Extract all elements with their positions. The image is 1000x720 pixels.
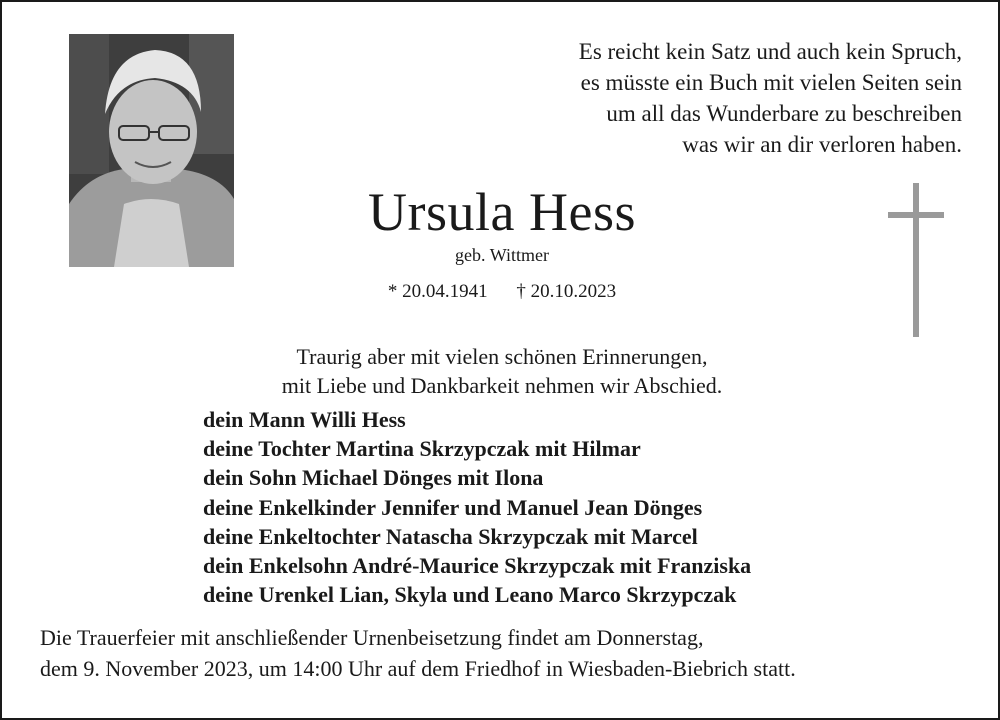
birth-date: * 20.04.1941 — [387, 281, 488, 302]
mourner-entry: deine Enkelkinder Jennifer und Manuel Jean Dönges — [203, 494, 703, 520]
mourner-entry: dein Mann Willi Hess — [203, 407, 406, 432]
mourner-entry: deine Tochter Martina Skrzypczak mit Hilmar — [203, 436, 641, 462]
service-info — [40, 622, 970, 684]
life-dates — [302, 279, 702, 305]
deceased-name: Ursula Hess — [368, 182, 636, 242]
service-line: dem 9. November 2023, um 14:00 Uhr auf dem Friedhof in Wiesbaden-Biebrich statt. — [40, 656, 796, 681]
death-date: † 20.10.2023 — [516, 281, 617, 302]
mourner-entry: deine Urenkel Lian, Skyla und Leano Marco Skrzypczak — [203, 582, 737, 608]
farewell-line: mit Liebe und Dankbarkeit nehmen wir Abschied. — [281, 373, 723, 398]
farewell-text — [222, 342, 782, 400]
maiden-name: geb. Wittmer — [455, 245, 549, 265]
poem — [502, 36, 962, 160]
mourner-entry: deine Enkeltochter Natascha Skrzypczak mit Marcel — [203, 523, 698, 549]
poem-line: was wir an dir verloren haben. — [682, 132, 962, 157]
cross-icon — [888, 183, 944, 337]
portrait-photo — [69, 34, 234, 267]
mourner-entry: dein Enkelsohn André-Maurice Skrzypczak mit Franziska — [203, 553, 752, 579]
poem-line: Es reicht kein Satz und auch kein Spruch, — [578, 39, 962, 64]
farewell-line: Traurig aber mit vielen schönen Erinnerungen, — [296, 344, 708, 369]
poem-line: um all das Wunderbare zu beschreiben — [606, 101, 962, 126]
portrait-image — [69, 34, 234, 267]
poem-line: es müsste ein Buch mit vielen Seiten sein — [580, 70, 962, 95]
mourners-list — [203, 405, 903, 609]
mourner-entry: dein Sohn Michael Dönges mit Ilona — [203, 465, 544, 491]
service-line: Die Trauerfeier mit anschließender Urnenbeisetzung findet am Donnerstag, — [40, 625, 704, 650]
